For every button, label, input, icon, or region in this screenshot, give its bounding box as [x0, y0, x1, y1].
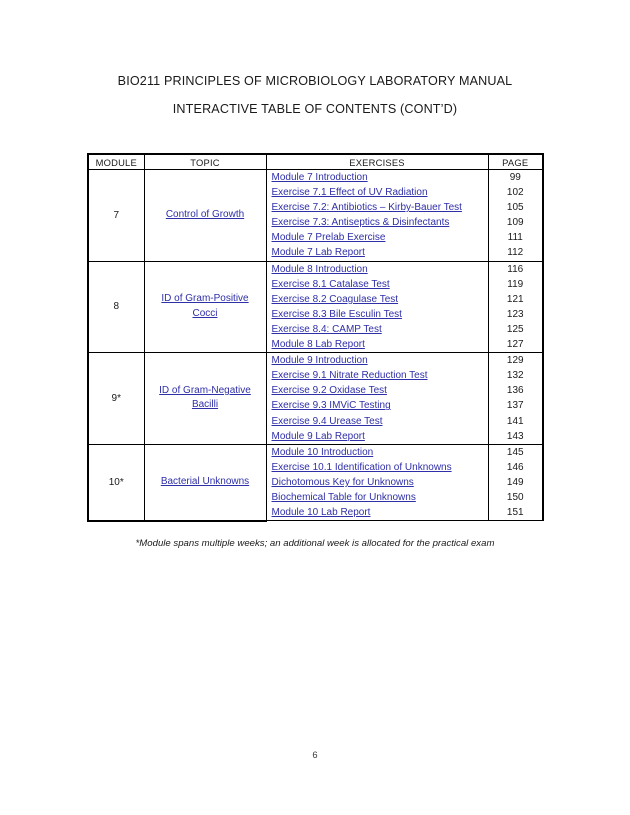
exercise-link[interactable]: Module 9 Introduction [271, 355, 368, 367]
page-number-cell: 141 [488, 414, 543, 429]
table-header-row [88, 154, 543, 170]
exercise-link[interactable]: Biochemical Table for Unknowns [271, 491, 416, 503]
page-number-cell: 109 [488, 215, 543, 230]
topic-link[interactable]: ID of Gram-Positive Cocci [161, 293, 249, 319]
exercise-link[interactable]: Exercise 8.1 Catalase Test [271, 278, 390, 290]
table-row [88, 170, 543, 186]
exercise-cell [266, 170, 488, 186]
exercise-link[interactable]: Module 8 Introduction [271, 263, 368, 275]
exercise-link[interactable]: Module 10 Introduction [271, 446, 374, 458]
topic-cell [144, 170, 266, 262]
document-subtitle-line-2: INTERACTIVE TABLE OF CONTENTS (CONT’D) [172, 102, 458, 116]
exercise-link[interactable]: Dichotomous Key for Unknowns [271, 476, 414, 488]
topic-cell [144, 261, 266, 353]
module-number-cell: 9* [88, 353, 144, 445]
table-body [88, 170, 543, 521]
exercise-cell [266, 230, 488, 245]
exercise-link[interactable]: Module 7 Lab Report [271, 247, 365, 259]
table-row [88, 353, 543, 369]
page-number-cell: 123 [488, 307, 543, 322]
topic-cell [144, 353, 266, 445]
exercise-link[interactable]: Exercise 8.3 Bile Esculin Test [271, 308, 402, 320]
exercise-cell [266, 245, 488, 261]
module-number-cell: 7 [88, 170, 144, 262]
page-number-cell: 150 [488, 490, 543, 505]
exercise-cell [266, 505, 488, 521]
exercise-link[interactable]: Module 8 Lab Report [271, 339, 365, 351]
table-row [88, 444, 543, 460]
page-number-cell: 136 [488, 383, 543, 398]
page-number-cell: 129 [488, 353, 543, 369]
exercise-cell [266, 322, 488, 337]
page-number-footer: 6 [312, 749, 318, 760]
exercise-link[interactable]: Exercise 10.1 Identification of Unknowns [271, 461, 452, 473]
exercise-link[interactable]: Module 7 Introduction [271, 172, 368, 183]
table-of-contents [87, 153, 544, 522]
exercise-link[interactable]: Module 10 Lab Report [271, 507, 371, 519]
exercise-cell [266, 200, 488, 215]
page-number-cell: 99 [488, 170, 543, 186]
exercise-link[interactable]: Exercise 8.2 Coagulase Test [271, 293, 399, 305]
exercise-link[interactable]: Exercise 9.2 Oxidase Test [271, 385, 387, 397]
page-number-cell: 137 [488, 398, 543, 413]
exercise-link[interactable]: Exercise 9.4 Urease Test [271, 415, 383, 427]
page-number-cell: 125 [488, 322, 543, 337]
exercise-link[interactable]: Module 9 Lab Report [271, 430, 365, 442]
topic-cell [144, 444, 266, 520]
page-number-cell: 102 [488, 185, 543, 200]
footnote: *Module spans multiple weeks; an additional week is allocated for the practical exam [135, 538, 495, 549]
exercise-cell [266, 353, 488, 369]
exercise-cell [266, 460, 488, 475]
exercise-cell [266, 277, 488, 292]
exercise-link[interactable]: Exercise 9.1 Nitrate Reduction Test [271, 370, 428, 382]
column-header-module: MODULE [88, 154, 144, 170]
topic-link[interactable]: ID of Gram-Negative Bacilli [159, 384, 251, 411]
exercise-cell [266, 261, 488, 277]
exercise-link[interactable]: Exercise 9.3 IMViC Testing [271, 400, 391, 412]
module-number-cell: 8 [88, 261, 144, 353]
topic-link[interactable]: Bacterial Unknowns [160, 475, 250, 487]
page-number-cell: 105 [488, 200, 543, 215]
exercise-cell [266, 368, 488, 383]
table-row [88, 261, 543, 277]
page-number-cell: 116 [488, 261, 543, 277]
page-number-cell: 151 [488, 505, 543, 521]
page-number-cell: 149 [488, 475, 543, 490]
exercise-cell [266, 429, 488, 445]
document-title-line-1: BIO211 PRINCIPLES OF MICROBIOLOGY LABORATORY MANUAL [117, 74, 513, 88]
module-number-cell: 10* [88, 444, 144, 520]
exercise-link[interactable]: Exercise 8.4: CAMP Test [271, 323, 382, 335]
exercise-link[interactable]: Module 7 Prelab Exercise [271, 232, 386, 244]
exercise-cell [266, 490, 488, 505]
page-number-cell: 121 [488, 292, 543, 307]
exercise-cell [266, 307, 488, 322]
exercise-link[interactable]: Exercise 7.3: Antiseptics & Disinfectants [271, 217, 450, 229]
page-number-cell: 145 [488, 444, 543, 460]
topic-link[interactable]: Control of Growth [165, 208, 245, 220]
page-number-cell: 119 [488, 277, 543, 292]
exercise-cell [266, 475, 488, 490]
page-number-cell: 143 [488, 429, 543, 445]
page-number-cell: 146 [488, 460, 543, 475]
column-header-page: PAGE [488, 154, 543, 170]
exercise-cell [266, 414, 488, 429]
exercise-cell [266, 383, 488, 398]
column-header-exercises: EXERCISES [266, 154, 488, 170]
exercise-cell [266, 337, 488, 353]
page-number-cell: 112 [488, 245, 543, 261]
page-number-cell: 111 [488, 230, 543, 245]
column-header-topic: TOPIC [144, 154, 266, 170]
exercise-cell [266, 398, 488, 413]
exercise-cell [266, 444, 488, 460]
exercise-cell [266, 215, 488, 230]
page-number-cell: 132 [488, 368, 543, 383]
exercise-cell [266, 185, 488, 200]
page-number-cell: 127 [488, 337, 543, 353]
exercise-link[interactable]: Exercise 7.2: Antibiotics – Kirby-Bauer Test [271, 202, 462, 214]
exercise-link[interactable]: Exercise 7.1 Effect of UV Radiation [271, 187, 428, 199]
exercise-cell [266, 292, 488, 307]
